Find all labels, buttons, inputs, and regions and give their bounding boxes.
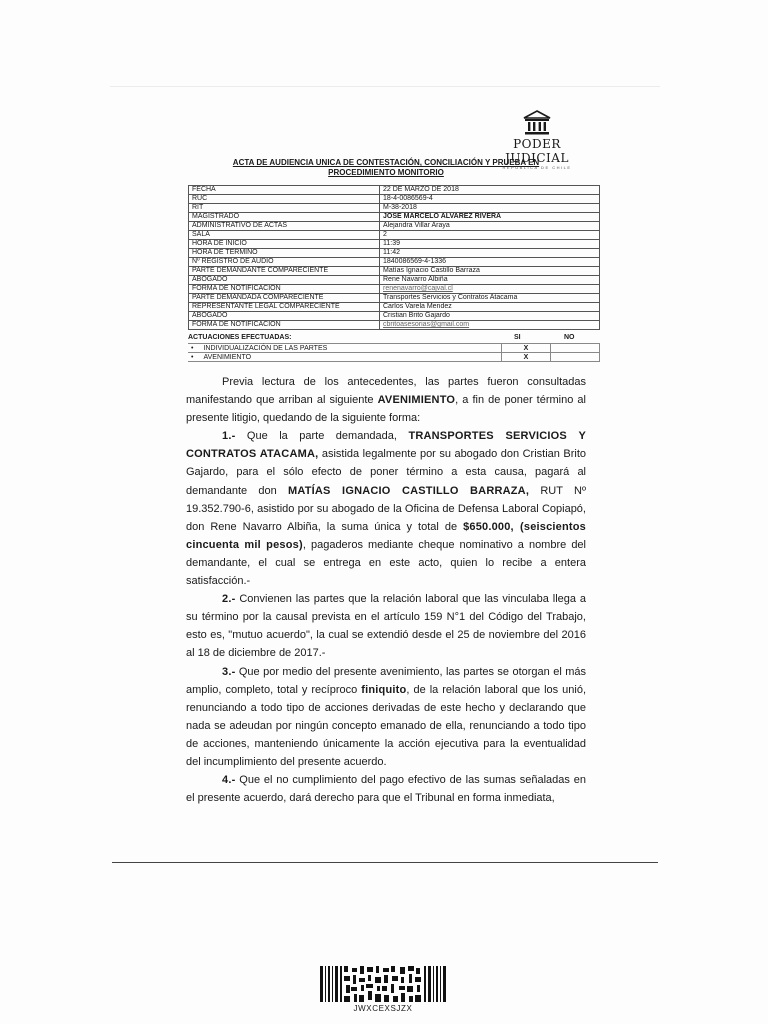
info-label: PARTE DEMANDANTE COMPARECIENTE [189,267,380,276]
info-value: 22 DE MARZO DE 2018 [380,186,600,195]
agreement-body [186,373,586,807]
info-label: HORA DE INICIO [189,240,380,249]
scan-artifact-line [110,86,660,87]
info-row [189,222,600,231]
info-value: 18-4-0086569-4 [380,195,600,204]
info-value: JOSE MARCELO ALVAREZ RIVERA [380,213,600,222]
info-row [189,231,600,240]
info-row [189,249,600,258]
actions-table [188,343,600,362]
document-title [186,158,586,178]
action-row [188,353,600,362]
info-row [189,213,600,222]
info-row [189,195,600,204]
info-value: Cristian Brito Gajardo [380,312,600,321]
info-label: HORA DE TERMINO [189,249,380,258]
action-si-mark: X [502,353,551,362]
paragraph-intro: Previa lectura de los antecedentes, las partes fueron consultadas manifestando que arriban al siguiente AVENIMIENTO, a fin de poner término al presente litigio, quedando de la siguiente forma: [186,376,586,425]
info-label: RUC [189,195,380,204]
info-label: SALA [189,231,380,240]
info-label: FECHA [189,186,380,195]
col-si-label: SI [514,334,521,341]
actions-header [188,334,600,343]
info-value: Carlos Varela Mendez [380,303,600,312]
info-label: RIT [189,204,380,213]
info-value: 11:39 [380,240,600,249]
info-row [189,294,600,303]
info-value: 2 [380,231,600,240]
title-line-1: ACTA DE AUDIENCIA UNICA DE CONTESTACIÓN, CONCILIACIÓN Y PRUEBA EN [232,158,540,167]
info-row [189,186,600,195]
actions-heading: ACTUACIONES EFECTUADAS: [188,334,292,341]
info-value: Transportes Servicios y Contratos Atacama [380,294,600,303]
title-line-2: PROCEDIMIENTO MONITORIO [328,168,444,177]
action-no-mark [551,344,600,353]
paragraph-4: 4.- Que el no cumplimiento del pago efectivo de las sumas señaladas en el presente acuerdo, dará derecho para que el Tribunal en forma inmediata, [186,774,586,805]
info-row [189,321,600,330]
info-row [189,276,600,285]
paragraph-3: 3.- Que por medio del presente avenimiento, las partes se otorgan el más amplio, completo, total y recíproco finiquito, de la relación laboral que los unió, renunciando a todo tipo de acciones derivadas de este hecho y declarando que nada se adeudan por ningún concepto emanado de ella, renunciando a todo tipo de acciones, manteniendo únicamente la acción ejecutiva para la eventualidad del incumplimiento del presente acuerdo. [186,665,587,768]
poder-judicial-logo [482,110,592,170]
info-row [189,267,600,276]
info-value: 11:42 [380,249,600,258]
info-row [189,303,600,312]
info-label: FORMA DE NOTIFICACION [189,321,380,330]
info-row [189,240,600,249]
info-label: ADMINISTRATIVO DE ACTAS [189,222,380,231]
col-no-label: NO [564,334,575,341]
info-label: PARTE DEMANDADA COMPARECIENTE [189,294,380,303]
info-value: Alejandra Villar Araya [380,222,600,231]
info-row [189,285,600,294]
courthouse-icon [522,110,552,136]
info-label: REPRESENTANTE LEGAL COMPARECIENTE [189,303,380,312]
actions-section [188,334,600,362]
info-value: renenavarro@cajval.cl [380,285,600,294]
info-value: cbritoasesorias@gmail.com [380,321,600,330]
action-row [188,344,600,353]
paragraph-1: 1.- Que la parte demandada, TRANSPORTES SERVICIOS Y CONTRATOS ATACAMA, asistida legalmente por su abogado don Cristian Brito Gajardo, para el sólo efecto de poner término a esta causa, pagará al demandante don MATÍAS IGNACIO CASTILLO BARRAZA, RUT Nº 19.352.790-6, asistido por su abogado de la Oficina de Defensa Laboral Copiapó, don Rene Navarro Albiña, la suma única y total de $650.000, (seiscientos cincuenta mil pesos), pagaderos mediante cheque nominativo a nombre del demandante, el cual se entrega en este acto, quien lo recibe a entera satisfacción.- [186,430,587,588]
info-label: FORMA DE NOTIFICACION [189,285,380,294]
footer-rule [112,862,658,863]
info-value: Matías Ignacio Castillo Barraza [380,267,600,276]
paragraph-2: 2.- Convienen las partes que la relación laboral que las vinculaba llega a su término por la causal prevista en el artículo 159 N°1 del Código del Trabajo, esto es, "mutuo acuerdo", la cual se extendió desde el 25 de noviembre del 2016 al 18 de diciembre de 2017.- [186,593,586,660]
info-row [189,258,600,267]
institution-name: PODER JUDICIAL [505,137,569,165]
institution-subtitle: REPÚBLICA DE CHILE [502,165,572,170]
action-text: INDIVIDUALIZACIÓN DE LAS PARTES [203,344,328,352]
action-bullet: • [191,353,194,361]
info-label: ABOGADO [189,312,380,321]
info-value: M-38-2018 [380,204,600,213]
info-label: MAGISTRADO [189,213,380,222]
hearing-info-table [188,185,600,330]
action-bullet: • [191,344,194,352]
action-label [188,353,502,362]
barcode-image [320,966,446,1006]
info-row [189,204,600,213]
info-value: 1840086569-4-1336 [380,258,600,267]
info-value: Rene Navarro Albiña [380,276,600,285]
info-label: ABOGADO [189,276,380,285]
action-label [188,344,502,353]
info-label: Nº REGISTRO DE AUDIO [189,258,380,267]
action-si-mark: X [502,344,551,353]
action-no-mark [551,353,600,362]
action-text: AVENIMIENTO [203,353,252,361]
barcode-code: JWXCEXSJZX [353,1004,413,1013]
info-row [189,312,600,321]
